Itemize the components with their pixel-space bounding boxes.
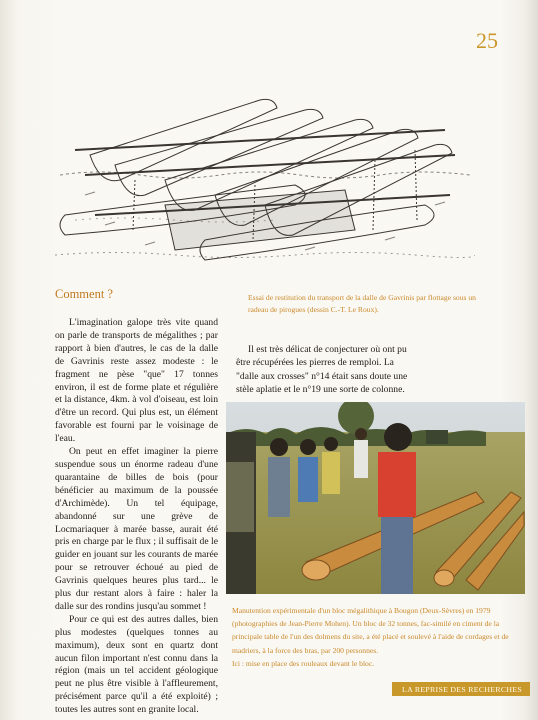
paragraph: L'imagination galope très vite quand on parle de transports de mégalithes ; par rapport à bien d'autres, le cas de la dalle de Gavrinis reste assez modeste : le fragment ne pèse "que" 17 tonnes environ, il est de forme plate et régulière et la distance, 4km. à vol d'oiseau, est loin d'être un record. Qui plus est, un élément favorable est fourni par le voisinage de l'eau. <box>55 317 218 445</box>
photo-caption <box>232 604 510 670</box>
page-number: 25 <box>476 28 498 53</box>
photo-caption-note: Ici : mise en place des rouleaux devant le bloc. <box>232 658 375 668</box>
hauling-photo <box>226 402 525 594</box>
paragraph: Pour ce qui est des autres dalles, bien plus modestes (quelques tonnes au maximum), deux sont en quartz dont aucun filon important n'est connu dans la région (mais un tel accident géologique peut ne plus être visible à l'affleurement, précisément parce qu'il a été exploité) ; toutes les autres sont en granite local. <box>55 613 218 716</box>
binding-shadow <box>524 0 538 720</box>
raft-sketch-illustration <box>55 55 475 280</box>
paragraph: On peut en effet imaginer la pierre suspendue sous un énorme radeau d'une quarantaine de billes de bois (pour bénéficier au maximum de la poussée d'Archimède). Un tel équipage, abandonné sur une grève de Locmariaquer à marée basse, aurait été pris en charge par le flux ; il suffisait de le guider en jouant sur les courants de marée pour se retrouver échoué au pied de Gavrinis quelques heures plus tard... le plus dur restant alors à faire : haler la dalle sur des rondins jusqu'au sommet ! <box>55 446 218 612</box>
footer-chapter-label: LA REPRISE DES RECHERCHES <box>402 685 522 694</box>
left-text-column <box>55 317 218 717</box>
paragraph: Il est très délicat de conjecturer où ont pu être récupérées les pierres de remploi. La "dalle aux crosses" n°14 était sans doute une stèle aplatie et le n°19 une sorte de colonne. <box>236 344 408 395</box>
photo-caption-text: Manutention expérimentale d'un bloc mégalithique à Bougon (Deux-Sèvres) en 1979 (photographies de Jean-Pierre Mohen). Un bloc de 32 tonnes, fac-similé en ciment de la principale table de l'un des dolmens du site, a été placé et soulevé à l'aide de cordages et de madriers, à la force des bras, par 200 personnes. <box>232 606 509 655</box>
sketch-caption: Essai de restitution du transport de la dalle de Gavrinis par flottage sous un radeau de pirogues (dessin C.-T. Le Roux). <box>248 293 476 314</box>
section-heading: Comment ? <box>55 287 113 301</box>
right-text-column <box>236 343 411 396</box>
